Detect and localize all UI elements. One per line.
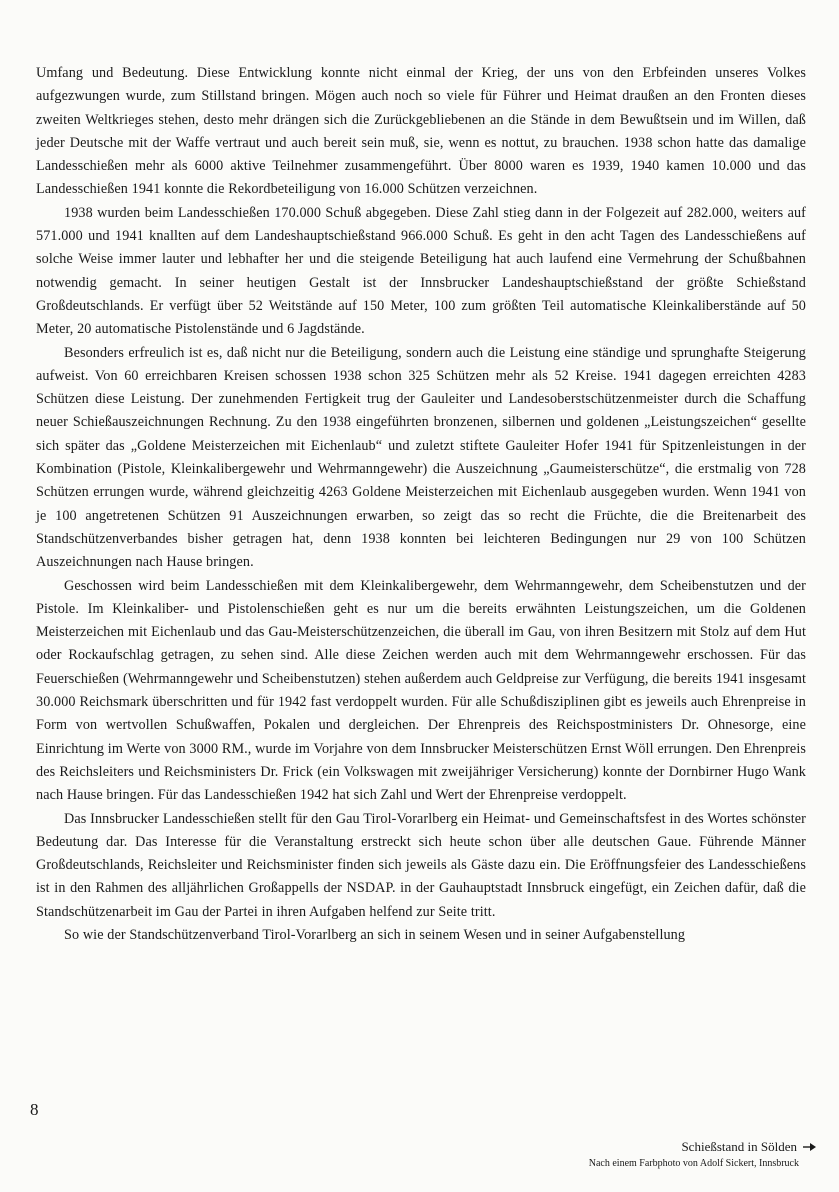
paragraph-2: 1938 wurden beim Landesschießen 170.000 Schuß abgegeben. Diese Zahl stieg dann in der Folgezeit auf 282.000, weiters auf 571.000 und 1941 knallten auf dem Landeshauptschießstand 966.000 Schuß. Es geht in den acht Tagen des Landesschießens auf solche Weise immer lauter und lebhafter her und die steigende Beteiligung hat auch laufend eine Vermehrung der Schußbahnen notwendig gemacht. In seiner heutigen Gestalt ist der Innsbrucker Landeshauptschießstand der größte Schießstand Großdeutschlands. Er verfügt über 52 Weitstände auf 150 Meter, 100 zum größten Teil automatische Kleinkaliberstände auf 50 Meter, 20 automatische Pistolenstände und 6 Jagdstände. xyxy=(36,204,806,338)
caption-title: Schießstand in Sölden xyxy=(681,1139,797,1154)
paragraph-6: So wie der Standschützenverband Tirol-Vorarlberg an sich in seinem Wesen und in seiner Aufgabenstellung xyxy=(64,926,686,943)
paragraph-1: Umfang und Bedeutung. Diese Entwicklung konnte nicht einmal der Krieg, der uns von den Erbfeinden unseres Volkes aufgezwungen wurde, zum Stillstand bringen. Mögen auch noch so viele für Führer und Heimat draußen an den Fronten dieses zweiten Weltkrieges stehen, desto mehr drängen sich die Zurückgebliebenen an die Stände in dem Bewußtsein und im Willen, daß jeder Deutsche mit der Waffe vertraut und auch bereit sein muß, sie, wenn es nottut, zu brauchen. 1938 schon hatte das damalige Landesschießen mehr als 6000 aktive Teilnehmer zusammengeführt. Über 8000 waren es 1939, 1940 kamen 10.000 und das Landesschießen 1941 konnte die Rekordbeteiligung von 16.000 Schützen verzeichnen. xyxy=(36,65,806,198)
image-caption xyxy=(589,1138,817,1172)
caption-credit: Nach einem Farbphoto von Adolf Sickert, Innsbruck xyxy=(588,1158,799,1169)
paragraph-4: Geschossen wird beim Landesschießen mit dem Kleinkalibergewehr, dem Wehrmanngewehr, dem Scheibenstutzen und der Pistole. Im Kleinkaliber- und Pistolenschießen geht es nur um die bereits erwähnten Leistungszeichen, um die Goldenen Meisterzeichen mit Eichenlaub und das Gau-Meisterschützenzeichen, die überall im Gau, von ihren Besitzern mit Stolz auf dem Hut oder Rockaufschlag getragen, zu sehen sind. Alle diese Zeichen werden auch mit dem Wehrmanngewehr erschossen. Für das Feuerschießen (Wehrmanngewehr und Scheibenstutzen) stehen außerdem auch Geldpreise zur Verfügung, die bereits 1941 insgesamt 30.000 Reichsmark überschritten und für 1942 fast verdoppelt wurden. Für alle Schußdisziplinen gibt es jeweils auch Ehrenpreise in Form von wertvollen Schußwaffen, Pokalen und dergleichen. Der Ehrenpreis des Reichspostministers Dr. Ohnesorge, eine Einrichtung im Werte von 3000 RM., wurde im Vorjahre von dem Innsbrucker Meisterschützen Ernst Wöll errungen. Den Ehrenpreis des Reichsleiters und Reichsministers Dr. Frick (ein Volkswagen mit zweijähriger Versicherung) konnte der Dornbirner Hugo Wank nach Hause bringen. Für das Landesschießen 1942 hat sich Zahl und Wert der Ehrenpreise verdoppelt. xyxy=(36,577,806,804)
caption-title-row xyxy=(589,1138,817,1156)
paragraph-3: Besonders erfreulich ist es, daß nicht nur die Beteiligung, sondern auch die Leistung eine ständige und sprunghafte Steigerung aufweist. Von 60 erreichbaren Kreisen schossen 1938 schon 325 Schützen mehr als 52 Kreise. 1941 dagegen erreichten 4283 Schützen diese Leistung. Der zunehmenden Fertigkeit trug der Gauleiter und Landesoberstschützenmeister durch die Schaffung neuer Schießauszeichnungen Rechnung. Zu den 1938 eingeführten bronzenen, silbernen und goldenen „Leistungszeichen“ gesellte sich später das „Goldene Meisterzeichen mit Eichenlaub“ und zuletzt stiftete Gauleiter Hofer 1941 für Spitzenleistungen in der Kombination (Pistole, Kleinkalibergewehr und Wehrmanngewehr) die Auszeichnung „Gaumeisterschütze“, die erstmalig von 728 Schützen errungen wurde, während gleichzeitig 4263 Goldene Meisterzeichen mit Eichenlaub ausgegeben wurden. Wenn 1941 von je 100 angetretenen Schützen 91 Auszeichnungen erwarben, so zeigt das so recht die Früchte, die die Breitenarbeit des Standschützenverbandes bisher getragen hat, denn 1938 konnten bei leichteren Bedingungen nur 29 von 100 Schützen Auszeichnungen nach Hause bringen. xyxy=(36,344,806,571)
page-number: 8 xyxy=(30,1100,39,1119)
paragraph-5: Das Innsbrucker Landesschießen stellt für den Gau Tirol-Vorarlberg ein Heimat- und Gemeinschaftsfest in des Wortes schönster Bedeutung dar. Das Interesse für die Veranstaltung erstreckt sich heute schon über alle deutschen Gaue. Führende Männer Großdeutschlands, Reichsleiter und Reichsminister finden sich jeweils als Gäste dazu ein. Die Eröffnungsfeier des Landesschießens ist in den Rahmen des alljährlichen Großappells der NSDAP. in der Gauhauptstadt Innsbruck eingefügt, ein Zeichen dafür, daß die Standschützenarbeit im Gau der Partei in ihren Aufgaben helfend zur Seite tritt. xyxy=(36,810,806,920)
body-text xyxy=(36,62,806,947)
arrow-right-icon xyxy=(803,1142,817,1152)
